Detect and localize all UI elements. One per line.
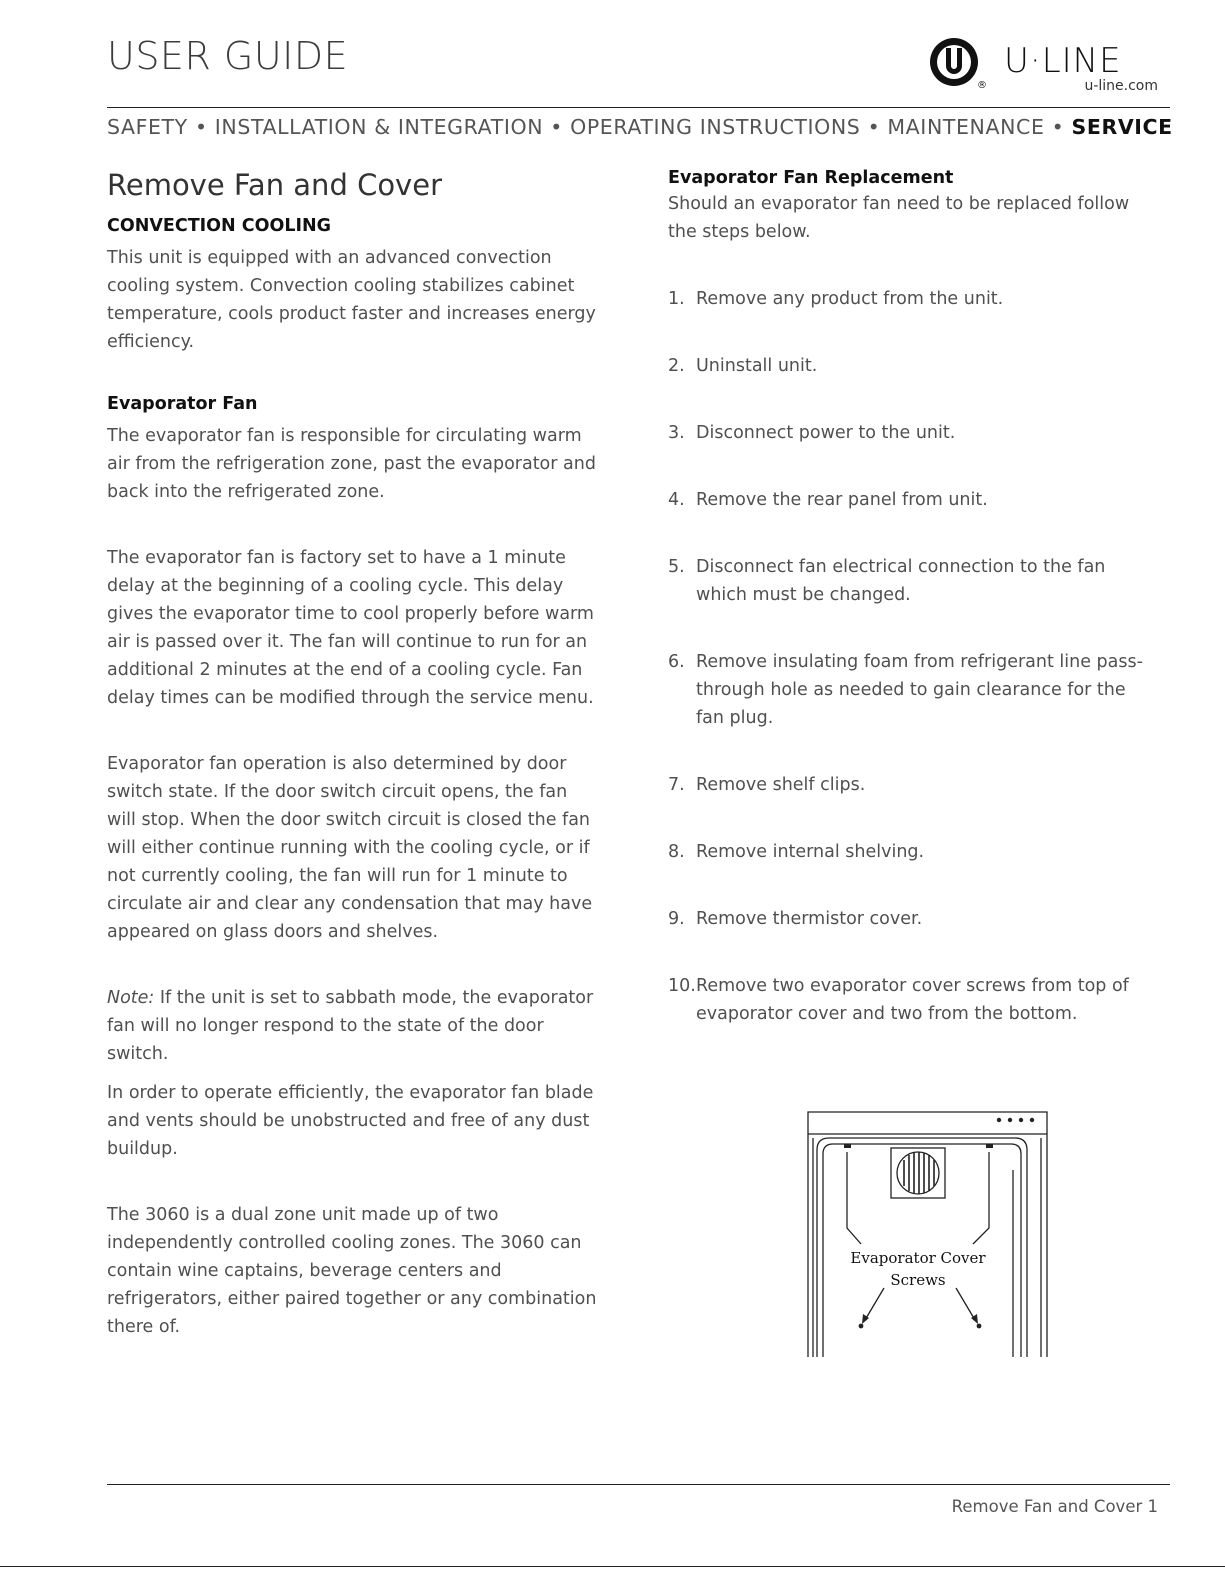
replacement-intro: Should an evaporator fan need to be replaced follow the steps below. [668,194,1130,242]
sabbath-note [107,984,599,1068]
section-nav [107,115,1173,139]
step-text: Disconnect power to the unit. [696,423,956,443]
evaporator-fan-para-2: The evaporator fan is factory set to have a 1 minute delay at the beginning of a cooling cycle. This delay gives the evaporator time to cool properly before warm air is passed over it. The fan will continue to run for an additional 2 minutes at the end of a cooling cycle. Fan delay times can be modified through the service menu. [107,548,594,708]
nav-separator: • [867,115,881,139]
replacement-heading: Evaporator Fan Replacement [668,168,954,188]
step-number: 6. [668,652,685,672]
page-bottom-border [0,1566,1225,1567]
convection-cooling-text: This unit is equipped with an advanced convection cooling system. Convection cooling stabilizes cabinet temperature, cools product faster and increases energy efficiency. [107,248,596,352]
right-column [668,168,1158,1067]
evaporator-fan-para-5: The 3060 is a dual zone unit made up of two independently controlled cooling zones. The 3060 can contain wine captains, beverage centers and refrigerators, either paired together or any combination there of. [107,1205,597,1337]
step-item [668,771,1158,799]
step-item [668,838,1158,866]
step-number: 8. [668,842,685,862]
evaporator-fan-heading: Evaporator Fan [107,394,258,414]
step-number: 10. [668,976,696,996]
step-number: 7. [668,775,685,795]
step-item [668,352,1158,380]
logo-wordmark: U·LINE [1004,41,1122,81]
convection-cooling-heading: CONVECTION COOLING [107,216,332,236]
step-text: Remove the rear panel from unit. [696,490,988,510]
step-item [668,285,1158,313]
step-item [668,972,1158,1028]
note-label: Note: [107,988,155,1008]
nav-operating[interactable]: OPERATING INSTRUCTIONS [570,115,861,139]
nav-safety[interactable]: SAFETY [107,115,188,139]
step-item [668,648,1158,732]
step-text: Remove insulating foam from refrigerant line pass-through hole as needed to gain clearance for the fan plug. [696,652,1143,728]
nav-installation[interactable]: INSTALLATION & INTEGRATION [214,115,544,139]
step-number: 1. [668,289,685,309]
step-text: Disconnect fan electrical connection to the fan which must be changed. [696,557,1106,605]
evaporator-fan-para-3: Evaporator fan operation is also determined by door switch state. If the door switch circuit opens, the fan will stop. When the door switch circuit is closed the fan will either continue running with the cooling cycle, or if not currently cooling, the fan will run for 1 minute to circulate air and clear any condensation that may have appeared on glass doors and shelves. [107,754,593,942]
step-number: 3. [668,423,685,443]
step-item [668,553,1158,609]
step-text: Remove internal shelving. [696,842,925,862]
step-text: Remove shelf clips. [696,775,866,795]
step-number: 9. [668,909,685,929]
nav-maintenance[interactable]: MAINTENANCE [887,115,1045,139]
nav-separator: • [550,115,563,139]
nav-separator: • [194,115,208,139]
left-column [107,168,599,1341]
replacement-steps [668,285,1158,1028]
page-header-title: USER GUIDE [107,34,349,78]
step-number: 2. [668,356,685,376]
footer-page-label: Remove Fan and Cover 1 [951,1497,1158,1516]
figure-label-line-2: Screws [890,1271,946,1289]
nav-separator: • [1051,115,1065,139]
step-text: Remove any product from the unit. [696,289,1004,309]
step-text: Remove thermistor cover. [696,909,923,929]
step-item [668,905,1158,933]
nav-service[interactable]: SERVICE [1071,115,1173,139]
footer-divider [107,1484,1170,1485]
note-text: If the unit is set to sabbath mode, the evaporator fan will no longer respond to the state of the door switch. [107,988,594,1064]
page-title: Remove Fan and Cover [107,168,442,202]
step-item [668,419,1158,447]
evaporator-fan-para-4: In order to operate efficiently, the evaporator fan blade and vents should be unobstructed and free of any dust buildup. [107,1083,594,1159]
step-text: Remove two evaporator cover screws from top of evaporator cover and two from the bottom. [696,976,1129,1024]
evaporator-cover-diagram [807,1110,1049,1357]
step-text: Uninstall unit. [696,356,818,376]
logo-registered-mark: ® [977,80,987,91]
step-number: 5. [668,557,685,577]
website-url[interactable]: u-line.com [1084,78,1158,94]
evaporator-fan-para-1: The evaporator fan is responsible for circulating warm air from the refrigeration zone, past the evaporator and back into the refrigerated zone. [107,426,596,502]
step-number: 4. [668,490,685,510]
header-divider [107,107,1170,108]
figure-label-line-1: Evaporator Cover [850,1249,986,1267]
step-item [668,486,1158,514]
